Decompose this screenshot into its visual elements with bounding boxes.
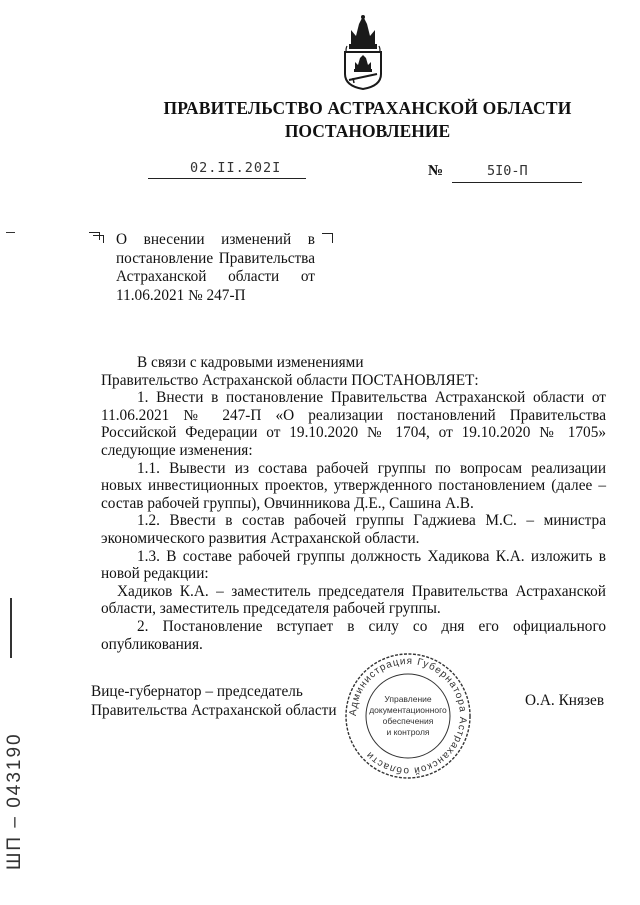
stamp-line-1: Управление bbox=[384, 694, 432, 704]
date-underline bbox=[148, 178, 306, 179]
paragraph-item-1: 1. Внести в постановление Правительства Астраханской области от 11.06.2021 № 247-П «О реализации постановлений Правительства Российской Федерации от 19.10.2020 № 1704, от 19.10.2020 № 1705» следующие изменения: bbox=[101, 389, 606, 459]
number-underline bbox=[452, 182, 582, 183]
margin-mark-bar bbox=[10, 598, 12, 658]
paragraph-item-1-3: 1.3. В составе рабочей группы должность Хадикова К.А. изложить в новой редакции: bbox=[101, 547, 606, 583]
signatory-position bbox=[91, 683, 351, 720]
subject-corner-right bbox=[322, 233, 333, 243]
office-stamp bbox=[344, 652, 472, 780]
paragraph-item-1-1: 1.1. Вывести из состава рабочей группы по вопросам реализации новых инвестиционных проектов, утвержденного постановлением (далее – состав рабочей группы), Овчинникова Д.Е., Сашина А.В. bbox=[101, 459, 606, 512]
paragraph-item-2: 2. Постановление вступает в силу со дня его официального опубликования. bbox=[101, 617, 606, 653]
paragraph-item-1-2: 1.2. Ввести в состав рабочей группы Гаджиева М.С. – министра экономического развития Астраханской области. bbox=[101, 512, 606, 547]
intro-line-1: В связи с кадровыми изменениями bbox=[137, 354, 364, 371]
margin-mark-top bbox=[6, 232, 15, 233]
signatory-name: О.А. Князев bbox=[525, 692, 605, 709]
position-line-1: Вице-губернатор – председатель bbox=[91, 683, 303, 700]
stamp-line-3: обеспечения bbox=[382, 716, 434, 726]
document-subject: О внесении изменений в постановление Правительства Астраханской области от 11.06.2021 № 247-П bbox=[116, 231, 315, 304]
position-line-2: Правительства Астраханской области bbox=[91, 701, 337, 719]
coat-of-arms-emblem bbox=[337, 14, 389, 90]
paragraph-item-1-3-text: Хадиков К.А. – заместитель председателя Правительства Астраханской области, заместитель председателя рабочей группы. bbox=[101, 582, 606, 618]
document-number: 5I0-П bbox=[487, 163, 528, 179]
side-registry-code: ШП – 043190 bbox=[4, 732, 25, 870]
stamp-outer-text: Администрация Губернатора Астраханской области bbox=[347, 655, 469, 777]
number-sign: № bbox=[428, 163, 444, 179]
document-type-heading: ПОСТАНОВЛЕНИЕ bbox=[284, 121, 451, 141]
subject-corner-left bbox=[89, 232, 103, 242]
stamp-line-4: и контроля bbox=[386, 727, 430, 737]
document-date: 02.II.202I bbox=[190, 160, 282, 176]
intro-line-2: Правительство Астраханской области ПОСТАНОВЛЯЕТ: bbox=[101, 371, 479, 389]
document-body bbox=[101, 354, 606, 653]
government-title: ПРАВИТЕЛЬСТВО АСТРАХАНСКОЙ ОБЛАСТИ bbox=[163, 98, 572, 118]
stamp-line-2: документационного bbox=[369, 705, 447, 715]
